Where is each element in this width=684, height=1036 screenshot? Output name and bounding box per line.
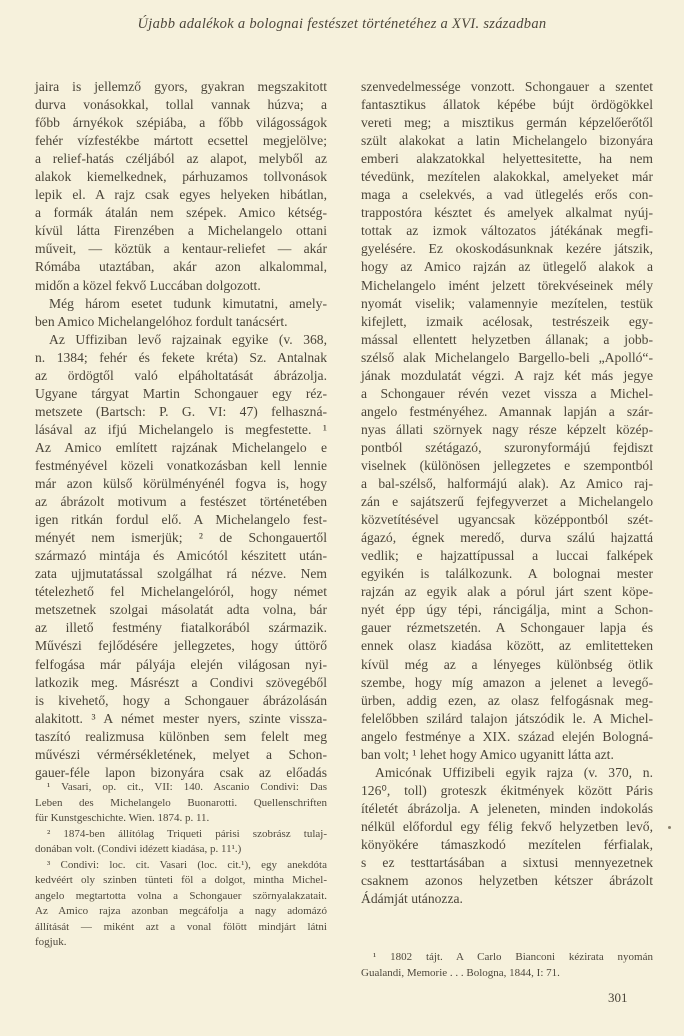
text-line: gauer-féle lapon bizonyára csak az előadás	[35, 764, 327, 780]
text-line: ürben, addig ezen, az olasz felfogásnak meg-	[361, 692, 653, 708]
text-line: ennek olasz kiadása között, az emlitetteken	[361, 638, 653, 654]
text-line: a Schongauer révén vezet vissza a Michel-	[361, 385, 653, 401]
text-line: nyas állati szörnyek nagy része képzelt közép-	[361, 421, 653, 437]
text-line: pontból szétágazó, szuronyformájú fejdiszt	[361, 439, 653, 455]
text-line: kívül még az a lényeges különbség ötlik	[361, 656, 653, 672]
footnote-line: ² 1874-ben állítólag Triqueti párisi szobrász tulaj-	[47, 827, 327, 840]
footnote-line: állítását — miként azt a vonal fölött mindjárt látni	[35, 920, 327, 933]
text-line: Amicónak Uffizibeli egyik rajza (v. 370, n.	[375, 764, 653, 780]
text-line: midőn a közel fekvő Luccában dolgozott.	[35, 277, 261, 293]
text-line: egyikén is találkozunk. A bolognai mester	[361, 566, 653, 582]
text-line: rajzán az egyik alak a pórul járt szent köpe-	[361, 584, 653, 600]
text-line: zata ujjmutatással szolgálhat rá nézve. Nem	[35, 566, 327, 582]
text-line: könyökére támaszkodó mezítelen férfialak,	[361, 836, 653, 852]
margin-mark	[668, 826, 671, 829]
text-line: latkozik meg. Másrészt a Condivi szövegéből	[35, 674, 327, 690]
text-line: szült alakokat a latin Michelangelo bizonyára	[361, 133, 653, 149]
running-head: Újabb adalékok a bolognai festészet történetéhez a XVI. században	[137, 16, 547, 32]
text-line: ben Amico Michelangelóhoz fordult tanácsért.	[35, 313, 288, 329]
text-line: vereti meg; a misztikus germán képzelőerőtől	[361, 115, 653, 131]
footnote-line: Az Amico rajza azonban megcáfolja a nagy adomázó	[35, 905, 327, 917]
footnote-line: für Kunstgeschichte. Wien. 1874. p. 11.	[35, 812, 210, 824]
text-line: 126⁰, toll) groteszk ékitmények között Páris	[361, 782, 653, 798]
text-line: tévedünk, mezítelen alakokkal, amelyeket már	[361, 169, 653, 185]
text-line: jának mozdulatát végzi. A rajz két más jegye	[361, 367, 653, 383]
text-line: igen ritkán fordul elő. A Michelangelo fest-	[35, 512, 327, 528]
text-line: az ábrázolt motivum a festészet történetében	[35, 494, 327, 510]
right-text-column	[361, 78, 653, 908]
footnote-line: donában volt. (Condivi idézett kiadása, p. 11¹.)	[35, 843, 242, 855]
text-line: csaknem azonos helyzetben kétszer ábrázolt	[361, 873, 653, 889]
left-text-column	[35, 78, 327, 782]
text-line: fantasztikus állatok képébe bújt ördögökkel	[361, 97, 653, 113]
footnote-line: kedvéért oly szinben tünteti föl a dolgot, mintha Michel-	[35, 874, 327, 886]
text-line: kívül látta Firenzében a Michelangelo ottani	[35, 223, 327, 239]
text-line: kifejlett, izmaik acélosak, testrészeik egy-	[361, 313, 653, 329]
footnote-line: Leben des Michelangelo Buonarotti. Quellenschriften	[35, 796, 327, 809]
text-line: szélső alak Michelangelo Bargello-beli „Apolló“-	[361, 349, 653, 365]
text-line: Ugyane tárgyat Martin Schongauer egy réz-	[35, 385, 327, 401]
text-line: nyomát viselik; valamennyie mezítelen, testük	[361, 295, 653, 311]
left-footnotes	[35, 780, 327, 951]
text-line: lepik el. A rajz csak egyes helyeken hibátlan,	[35, 187, 327, 203]
text-line: nélkül előfordul egy félig fekvő helyzetben levő,	[361, 818, 653, 834]
footnote-line: angelo megtartotta volna a Schongauer szörnyalakzatait.	[35, 889, 327, 902]
text-line: festményével közeli vonatkozásban kell lennie	[35, 457, 327, 473]
text-line: tottak az izmok változatos játékának megfi-	[361, 223, 653, 239]
text-line: gyelésére. Ez okoskodásunknak kezére játszik,	[361, 241, 653, 257]
text-line: lásával az ifjú Michelangelo is megfestette. ¹	[35, 421, 327, 437]
text-line: ágazó, égnek meredő, durva szálú hajzattá	[361, 530, 653, 546]
text-line: s ez testtartásában a sixtusi mennyezetnek	[361, 855, 653, 871]
text-line: hogy az Amico rajzán az ütlegelő alakok a	[361, 259, 653, 275]
right-footnotes	[361, 950, 653, 981]
text-line: felelőbben szilárd talajon játszódik le. A Michel-	[361, 710, 653, 726]
text-line: származó mintája és Amicótól készitett után-	[35, 548, 327, 564]
text-line: Művészi fejlődésére jellegzetes, hogy úttörő	[35, 638, 327, 654]
text-line: a bal-szélső, halformájú alak). Az Amico raj-	[361, 476, 653, 492]
text-line: Az Amico említett rajzának Michelangelo e	[35, 439, 327, 455]
footnote-line: Gualandi, Memorie . . . Bologna, 1844, I: 71.	[361, 966, 560, 979]
text-line: szembe, hogy míg amazon a jelenet a levegő-	[361, 674, 653, 690]
text-line: metszetnek szolgai másolatát adta volna, bár	[35, 602, 327, 618]
text-line: felfogása már pályája elején világosan nyi-	[35, 656, 327, 672]
text-line: már azon külső körülményénél fogva is, hogy	[35, 476, 327, 492]
text-line: alakitott. ³ A német mester nyers, szinte vissza-	[35, 710, 327, 726]
text-line: mással ellentett helyzetben állanak; a jobb-	[361, 331, 653, 347]
text-line: n. 1384; fehér és fekete kréta) Sz. Antalnak	[35, 349, 327, 365]
text-line: tételezhető fel Michelangelóról, hogy német	[35, 584, 327, 600]
text-line: ítéletét ábrázolja. A jeleneten, minden indokolás	[361, 800, 653, 816]
text-line: műveit, — köztük a kentaur-reliefet — akár	[35, 241, 327, 257]
footnote-line: fogjuk.	[35, 936, 67, 948]
text-line: viselnek (különösen jellegzetes e szempontból	[361, 457, 653, 473]
text-line: ményét nem ismerjük; ² de Schongauertől	[35, 530, 327, 546]
text-line: Az Uffiziban levő rajzainak egyike (v. 368,	[49, 331, 327, 347]
text-line: ban volt; ¹ lehet hogy Amico ugyanitt látta azt.	[361, 746, 614, 762]
text-line: trappostóra késztet és amelyek alkalmat nyúj-	[361, 205, 653, 221]
text-line: a formák átalán nem szépek. Amico kétség-	[35, 205, 327, 221]
page-number: 301	[608, 990, 628, 1005]
text-line: alakok kiemelkednek, párhuzamos tollvonások	[35, 169, 327, 185]
text-line: zán e sajátszerű fejfegyverzet a Michelangelo	[361, 494, 653, 510]
text-line: jaira is jellemző gyors, gyakran megszakitott	[35, 79, 327, 94]
text-line: az ördögtől való elpáholtatását ábrázolja.	[35, 367, 327, 383]
text-line: fehér vízfestékbe mártott ecsettel megjelölve;	[35, 133, 327, 149]
text-line: Még három esetet tudunk kimutatni, amely-	[49, 295, 327, 311]
text-line: taszító realizmusa különben sem felelt meg	[35, 728, 327, 744]
text-line: angelo festménye a XIX. század elején Bologná-	[361, 728, 653, 744]
text-line: emberi alakzatokkal helyettesitette, ha nem	[361, 151, 653, 167]
text-line: főbb árnyékok szépiába, a főbb világosságok	[35, 115, 327, 131]
text-line: a relief-hatás czéljából az alapot, melyből az	[35, 151, 327, 167]
text-line: angelo festményéhez. Amannak lapján a szár-	[361, 403, 653, 419]
text-line: gauer rézmetszetén. A Schongauer lapja és	[361, 620, 653, 636]
text-line: művészi vérmérsékletének, melyet a Schon-	[35, 746, 327, 762]
text-line: Michelangelo imént jelzett törekvéseinek mély	[361, 277, 653, 293]
text-line: vedlik; e hajzattípussal a luccai falképek	[361, 548, 653, 564]
text-line: Rómába utaztában, akár azon alkalommal,	[35, 259, 327, 275]
text-line: az illető festmény fiatalkorából származik.	[35, 620, 327, 636]
text-line: Ádámját utánozza.	[361, 891, 463, 907]
text-line: maga a cselekvés, a vad ütlegelés erős con-	[361, 187, 653, 203]
text-line: metszete (Bartsch: P. G. VI: 47) felhaszná-	[35, 403, 327, 419]
text-line: szenvedelmessége vonzott. Schongauer a szentet	[361, 79, 653, 94]
footnote-line: ¹ Vasari, op. cit., VII: 140. Ascanio Condivi: Das	[47, 781, 327, 793]
text-line: durva vonásokkal, tollal vannak húzva; a	[35, 97, 327, 113]
text-line: nyét épp úgy tépi, ráncigálja, mint a Schon-	[361, 602, 653, 618]
text-line: is kivehető, hogy a Schongauer ábrázolásán	[35, 692, 327, 708]
footnote-line: ¹ 1802 tájt. A Carlo Bianconi kézirata nyomán	[373, 951, 653, 963]
text-line: közvetítésével ugyancsak középpontból szét-	[361, 512, 653, 528]
footnote-line: ³ Condivi: loc. cit. Vasari (loc. cit.¹), egy anekdóta	[47, 858, 327, 871]
